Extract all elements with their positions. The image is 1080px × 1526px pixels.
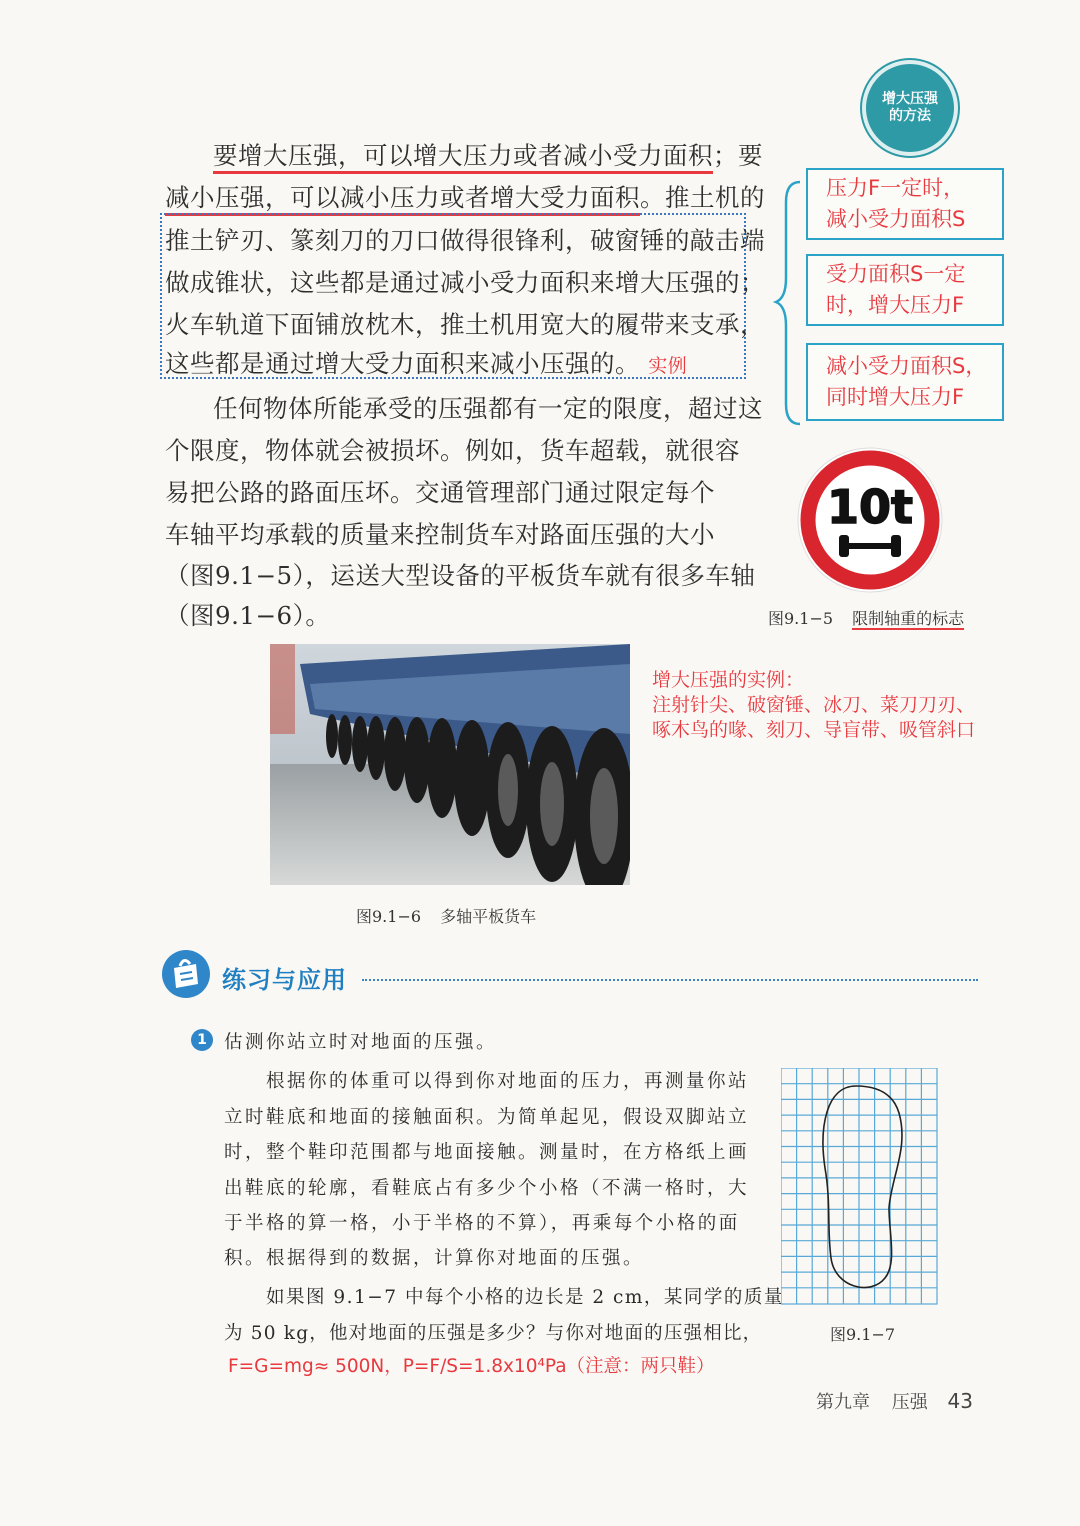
handwritten-answer: F=G=mg≈ 500N，P=F/S=1.8x10⁴Pa（注意：两只鞋） <box>228 1356 715 1377</box>
page-footer <box>816 1388 973 1414</box>
figure-caption <box>768 606 964 629</box>
handwritten-note: 实例 <box>648 355 688 377</box>
handwritten-examples-note <box>652 668 975 743</box>
chapter-label: 第九章 <box>816 1392 870 1413</box>
caption-number: 图9.1−6 <box>356 907 422 926</box>
figure-caption <box>356 904 536 927</box>
note-line: 注射针尖、破窗锤、冰刀、菜刀刀刃、 <box>652 694 976 716</box>
caption-title: 限制轴重的标志 <box>852 609 965 628</box>
body-line: （图9.1−5），运送大型设备的平板货车就有很多车轴 <box>165 561 756 590</box>
body-line <box>213 137 763 172</box>
exercise-line: 于半格的算一格，小于半格的不算），再乘每个小格的面 <box>224 1213 740 1234</box>
highlighted-text: 减小压强，可以减小压力或者增大受力面积 <box>165 183 640 216</box>
annotation-box <box>806 343 1004 421</box>
page-number: 43 <box>947 1389 973 1413</box>
body-text: 这些都是通过增大受力面积来减小压强的。 <box>165 349 640 378</box>
body-line: 任何物体所能承受的压强都有一定的限度，超过这 <box>213 394 763 423</box>
body-text: 。推土机的 <box>640 183 765 212</box>
body-line: 做成锥状，这些都是通过减小受力面积来增大压强的； <box>165 268 765 297</box>
annotation-line: 减小受力面积S， <box>826 354 987 378</box>
badge-line2: 的方法 <box>889 108 931 124</box>
body-text: ；要 <box>713 141 763 170</box>
exercise-line: 如果图 9.1−7 中每个小格的边长是 2 cm，某同学的质量 <box>266 1287 784 1308</box>
annotation-line: 时，增大压力F <box>826 293 965 317</box>
annotation-line: 减小受力面积S <box>826 207 966 231</box>
body-line: 火车轨道下面铺放枕木，推土机用宽大的履带来支承， <box>165 310 765 339</box>
note-line: 啄木鸟的喙、刻刀、导盲带、吸管斜口 <box>652 719 976 741</box>
body-line <box>165 179 765 214</box>
curly-brace-icon <box>772 178 804 428</box>
section-title: 练习与应用 <box>222 966 347 994</box>
body-line: 个限度，物体就会被损坏。例如，货车超载，就很容 <box>165 436 740 465</box>
annotation-line: 压力F一定时， <box>826 176 965 200</box>
chapter-title: 压强 <box>891 1392 928 1413</box>
annotation-box <box>806 254 1004 326</box>
body-line: 推土铲刃、篆刻刀的刀口做得很锋利，破窗锤的敲击端 <box>165 226 765 255</box>
exercise-section-icon <box>160 948 212 1000</box>
exercise-line: 根据你的体重可以得到你对地面的压力，再测量你站 <box>266 1071 750 1092</box>
shoe-print-grid <box>781 1068 939 1306</box>
sign-text: 10t <box>826 480 914 534</box>
exercise-line: 出鞋底的轮廓，看鞋底占有多少个小格（不满一格时，大 <box>224 1178 750 1199</box>
body-line: （图9.1−6）。 <box>165 601 331 630</box>
body-line: 易把公路的路面压坏。交通管理部门通过限定每个 <box>165 478 715 507</box>
annotation-line: 同时增大压力F <box>826 385 965 409</box>
multi-axle-truck-photo <box>270 644 630 885</box>
body-line <box>165 345 687 380</box>
exercise-line: 积。根据得到的数据，计算你对地面的压强。 <box>224 1248 645 1269</box>
body-line: 车轴平均承载的质量来控制货车对路面压强的大小 <box>165 520 715 549</box>
figure-caption: 图9.1−7 <box>830 1325 896 1344</box>
badge-line1: 增大压强 <box>882 91 938 107</box>
question-text: 估测你站立时对地面的压强。 <box>224 1032 498 1053</box>
note-line: 增大压强的实例： <box>652 669 805 691</box>
axle-limit-sign <box>795 445 945 595</box>
exercise-line: 立时鞋底和地面的接触面积。为简单起见，假设双脚站立 <box>224 1107 750 1128</box>
question-number: 1 <box>191 1029 213 1051</box>
annotation-box <box>806 168 1004 240</box>
topic-badge <box>862 60 958 156</box>
caption-number: 图9.1−5 <box>768 609 834 628</box>
exercise-line: 为 50 kg，他对地面的压强是多少？与你对地面的压强相比， <box>224 1323 763 1344</box>
exercise-line: 时，整个鞋印范围都与地面接触。测量时，在方格纸上画 <box>224 1142 750 1163</box>
section-divider <box>362 979 978 981</box>
annotation-line: 受力面积S一定 <box>826 262 966 286</box>
caption-title: 多轴平板货车 <box>440 907 537 926</box>
highlighted-text: 要增大压强，可以增大压力或者减小受力面积 <box>213 141 713 174</box>
